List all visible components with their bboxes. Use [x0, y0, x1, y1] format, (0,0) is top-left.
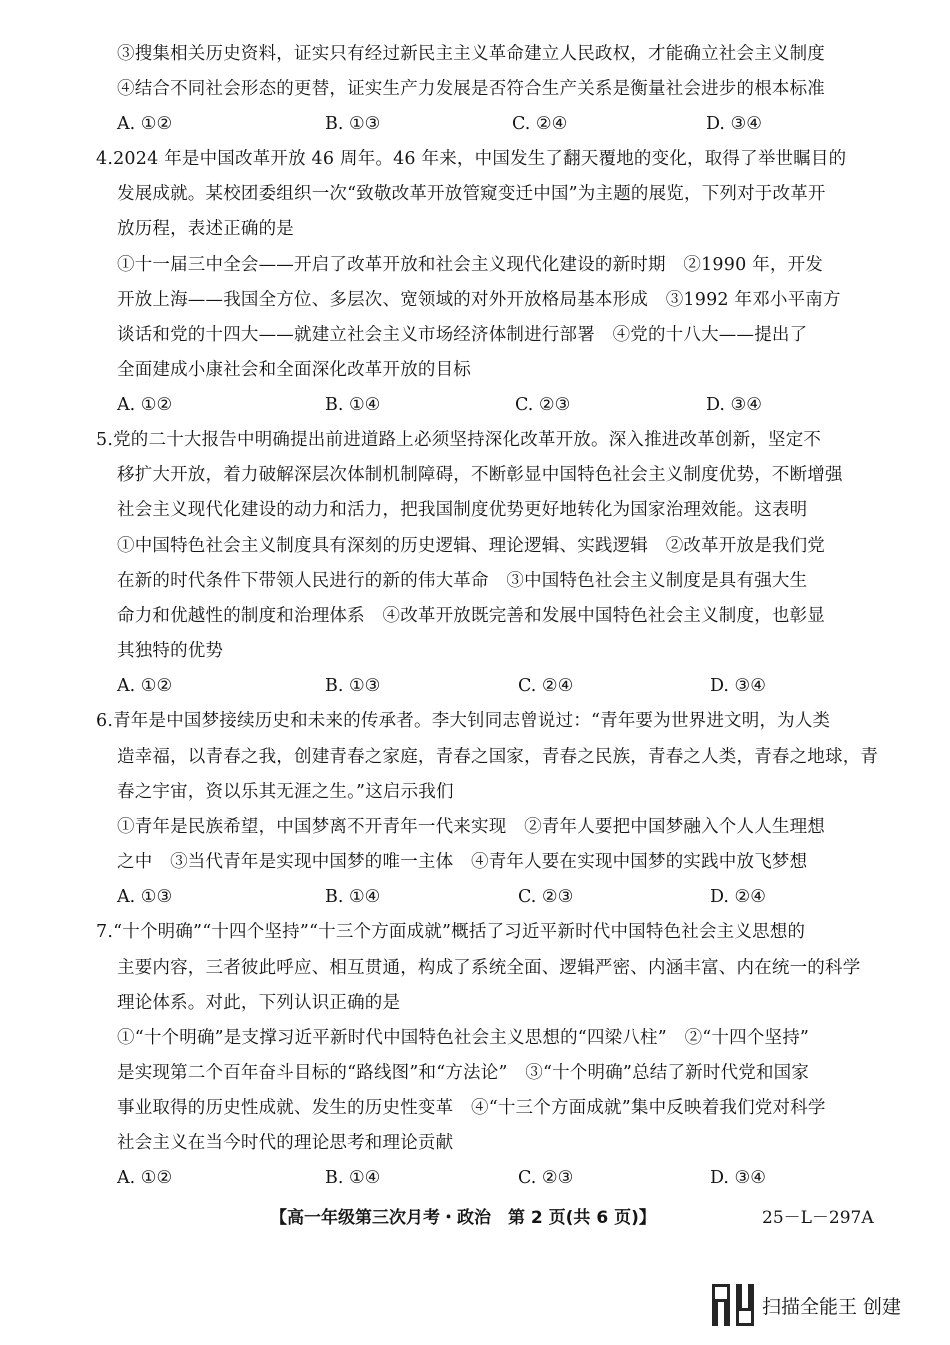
option-b: B. ①③: [325, 114, 381, 134]
text-line: 春之宇宙，资以乐其无涯之生。”这启示我们: [117, 782, 454, 802]
text-line: 全面建成小康社会和全面深化改革开放的目标: [117, 360, 471, 380]
text-line: 事业取得的历史性成就、发生的历史性变革 ④“十三个方面成就”集中反映着我们党对科学: [117, 1098, 826, 1118]
option-b: B. ①③: [325, 676, 381, 696]
text-line: 谈话和党的十四大——就建立社会主义市场经济体制进行部署 ④党的十八大——提出了: [117, 325, 808, 345]
text-line: 社会主义现代化建设的动力和活力，把我国制度优势更好地转化为国家治理效能。这表明: [117, 500, 808, 520]
text-line: 造幸福，以青春之我，创建青春之家庭，青春之国家，青春之民族，青春之人类，青春之地球，青: [117, 747, 879, 767]
option-a: A. ①②: [117, 114, 173, 134]
text-line: 命力和优越性的制度和治理体系 ④改革开放既完善和发展中国特色社会主义制度，也彰显: [117, 606, 825, 626]
option-d: D. ②④: [710, 887, 766, 907]
text-line: 之中 ③当代青年是实现中国梦的唯一主体 ④青年人要在实现中国梦的实践中放飞梦想: [117, 852, 808, 872]
text-line: 在新的时代条件下带领人民进行的新的伟大革命 ③中国特色社会主义制度是具有强大生: [117, 571, 808, 591]
text-line: ④结合不同社会形态的更替，证实生产力发展是否符合生产关系是衡量社会进步的根本标准: [117, 79, 825, 99]
text-line: ③搜集相关历史资料，证实只有经过新民主主义革命建立人民政权，才能确立社会主义制度: [117, 44, 825, 64]
page-footer-title: 【高一年级第三次月考・政治 第 2 页(共 6 页)】: [270, 1208, 656, 1228]
option-c: C. ②③: [518, 887, 574, 907]
text-line: 是实现第二个百年奋斗目标的“路线图”和“方法论” ③“十个明确”总结了新时代党和国家: [117, 1063, 810, 1083]
option-b: B. ①④: [325, 395, 381, 415]
text-line: 发展成就。某校团委组织一次“致敬改革开放管窥变迁中国”为主题的展览，下列对于改革开: [117, 184, 826, 204]
option-a: A. ①③: [117, 887, 173, 907]
option-d: D. ③④: [710, 676, 766, 696]
text-line: 开放上海——我国全方位、多层次、宽领域的对外开放格局基本形成 ③1992 年邓小平南方: [117, 290, 841, 310]
question-7-stem: 7.“十个明确”“十四个坚持”“十三个方面成就”概括了习近平新时代中国特色社会主义思想的: [96, 922, 806, 942]
option-d: D. ③④: [706, 395, 762, 415]
option-c: C. ②④: [512, 114, 568, 134]
qr-code-icon: [712, 1284, 754, 1326]
option-a: A. ①②: [117, 395, 173, 415]
text-line: 主要内容，三者彼此呼应、相互贯通，构成了系统全面、逻辑严密、内涵丰富、内在统一的科学: [117, 958, 861, 978]
question-6-stem: 6.青年是中国梦接续历史和未来的传承者。李大钊同志曾说过：“青年要为世界进文明，为人类: [96, 711, 831, 731]
question-5-stem: 5.党的二十大报告中明确提出前进道路上必须坚持深化改革开放。深入推进改革创新，坚定不: [96, 430, 822, 450]
option-b: B. ①④: [325, 887, 381, 907]
text-line: ①青年是民族希望，中国梦离不开青年一代来实现 ②青年人要把中国梦融入个人人生理想: [117, 817, 825, 837]
text-line: ①中国特色社会主义制度具有深刻的历史逻辑、理论逻辑、实践逻辑 ②改革开放是我们党: [117, 536, 825, 556]
text-line: 放历程，表述正确的是: [117, 219, 294, 239]
question-4-stem: 4.2024 年是中国改革开放 46 周年。46 年来，中国发生了翻天覆地的变化，取得了举世瞩目的: [96, 149, 847, 169]
text-line: 理论体系。对此，下列认识正确的是: [117, 993, 401, 1013]
option-a: A. ①②: [117, 676, 173, 696]
scanner-watermark: 扫描全能王 创建: [762, 1296, 902, 1318]
text-line: ①十一届三中全会——开启了改革开放和社会主义现代化建设的新时期 ②1990 年，开发: [117, 255, 823, 275]
option-d: D. ③④: [706, 114, 762, 134]
option-c: C. ②③: [515, 395, 571, 415]
option-d: D. ③④: [710, 1168, 766, 1188]
text-line: 其独特的优势: [117, 641, 224, 661]
option-a: A. ①②: [117, 1168, 173, 1188]
text-line: 移扩大开放，着力破解深层次体制机制障碍，不断彰显中国特色社会主义制度优势，不断增强: [117, 465, 843, 485]
option-c: C. ②③: [518, 1168, 574, 1188]
text-line: 社会主义在当今时代的理论思考和理论贡献: [117, 1133, 454, 1153]
text-line: ①“十个明确”是支撑习近平新时代中国特色社会主义思想的“四梁八柱” ②“十四个坚持”: [117, 1028, 810, 1048]
option-c: C. ②④: [518, 676, 574, 696]
option-b: B. ①④: [325, 1168, 381, 1188]
exam-code: 25－L－297A: [762, 1208, 874, 1228]
